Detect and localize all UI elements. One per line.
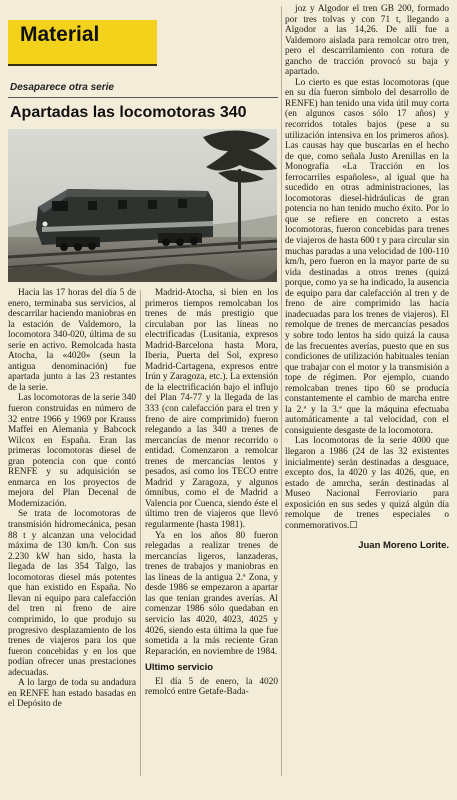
paragraph-text: Las locomotoras de la serie 4000 que llegaron a 1986 (24 de las 32 existentes inicialmente) serán destinadas a desguace, excepto dos, la 4020 y las 4026, que, en estado de amrcha, serán destinadas al Museo Nacional Ferroviario para exposición en sus sedes y quizá algún día remolque de trenes especiales o conmemorativos.	[285, 436, 449, 531]
locomotive-photo	[8, 129, 277, 282]
end-mark: ☐	[349, 520, 358, 531]
paragraph: Hacia las 17 horas del día 5 de enero, terminaba sus servicios, al descarrilar haciendo maniobras en la estación de Valdemoro, la locomotora 340-020, última de su serie en activo. Remolcada hasta Atocha, la «4020» (seun la antigua denominación) fue apartada junto a las 23 restantes de la serie.	[8, 288, 136, 393]
paragraph: Lo cierto es que estas locomotoras (que en su día fueron símbolo del desarrollo de RENFE) han tenido una vida útil muy corta (en algunos casos sólo 17 años) y recorridos totales bajos (pese a su utilización intensiva en los primeros años). Las causas hay que buscarlas en el hecho de que, como señala Justo Arenillas en la Monografía «La Tracción en los ferrocarriles españoles», al igual que ha sucedido en otras administraciones, las locomotoras diesel-hidráulicas de gran potencia no han tenido mucho éxito. Por lo que se refiere en concreto a estas locomotoras, fueron concebidas para trenes de viajeros de hasta 600 t y para circular sin muchas paradas a una velocidad de 100-110 km/h, pero fueron en la mayor parte de su vida destinadas a otros trenes (quizá porque, como ya se ha indicado, la ausencia de equipo para dar calefacción al tren y de freno de aire comprimido las hacía inadecuadas para los trenes de viajeros). El remolque de trenes de mercancías pesados y sobre todo lentos ha sido quizá la causa de las frecuentes averías, puesto que en sus condiciones de utilización habituales tenían que trabajar con el motor y la transmisión a tope de régimen. Por ejemplo, cuando remolcaban trenes tipo 60 se producía constantemente el cambio de marcha entre la 2.ª y la 3.ª que la máquina efectuaba automáticamente a tal velocidad, con el consiguiente desgaste de la locomotora.	[285, 77, 449, 436]
author-byline: Juan Moreno Lorite.	[358, 540, 449, 552]
paragraph: Se trata de locomotoras de transmisión hidromecánica, pesan 88 t y alcanzan una velocidad máxima de 130 km/h. Con sus 2.230 kW han sido, hasta la llegada de las 354 Talgo, las locomotoras diesel más potentes que han existido en España. No llevan ni equipo para calefacción del tren ni freno de aire comprimido, lo que produjo su progresivo desplazamiento de los trenes de viajeros para los que fueron concebidas y en los que podían ofrecer unas prestaciones adecuadas.	[8, 509, 136, 678]
paragraph	[285, 436, 449, 531]
article-column-3	[285, 4, 449, 552]
paragraph: Ya en los años 80 fueron relegadas a realizar trenes de mercancías ligeros, lanzaderas, trenes de trabajos y maniobras en las líneas de la antigua 2.ª Zona, y desde 1986 se empezaron a apartar las que tenían grandes averías. Al comenzar 1986 sólo quedaban en servicio las 4020, 4023, 4025 y 4026, siendo esta última la que fue sometida a la más reciente Gran Reparación, en noviembre de 1984.	[145, 530, 278, 657]
column-rule	[140, 290, 141, 776]
paragraph: joz y Algodor el tren GB 200, formado por tres tolvas y con 71 t, llegando a Algodor a las 14,26. De allí fue a Valdemoro aislada para remolcar otro tren, pero el descarrilamiento con rotura de gancho de tracción provocó su baja y apartado.	[285, 4, 449, 78]
subheading: Ultimo servicio	[145, 662, 214, 674]
kicker-divider	[8, 97, 278, 98]
locomotive-photo-illustration	[8, 129, 277, 282]
article-headline: Apartadas las locomotoras 340	[10, 104, 247, 121]
column-rule	[281, 6, 282, 776]
article-column-2	[145, 288, 278, 698]
section-title: Material	[20, 23, 100, 46]
paragraph: Las locomotoras de la serie 340 fueron construidas en número de 32 entre 1966 y 1969 por Krauss Maffei en Alemania y Babcock Wilcox en España. Eran las primeras locomotoras diesel de gran potencia con que contó RENFE y su adquisición se enmarca en los proyectos de mejora del Plan Decenal de Modernización.	[8, 393, 136, 509]
article-kicker: Desaparece otra serie	[10, 82, 114, 93]
paragraph: El día 5 de enero, la 4020 remolcó entre Getafe-Bada-	[145, 676, 278, 698]
article-column-1	[8, 288, 136, 710]
paragraph: A lo largo de toda su andadura en RENFE han estado basadas en el Depósito de	[8, 678, 136, 710]
paragraph: Madrid-Atocha, si bien en los primeros tiempos remolcaban los trenes de más prestigio que circulaban por las líneas no electrificadas (Lusitania, expresos Madrid-Barcelona hasta Mora, Iberia, Puerta del Sol, expreso Madrid-Cartagena, expresos entre Irún y Zaragoza, etc.). La extensión de la electrificación bajo el influjo del Plan 74-77 y la llegada de las 333 (con calefacción para el tren y freno de aire comprimido) fueron relegando a las 340 a trenes de mercancías de menor recorrido o entidad. Comenzaron a remolcar trenes de mercancías lentos y pesados, así como los TECO entre Madrid y Zaragoza, y algunos ómnibus, como el de Madrid a Valencia por Cuenca, siendo éste el último tren de viajeros que llevó regularmente (hasta 1981).	[145, 288, 278, 531]
